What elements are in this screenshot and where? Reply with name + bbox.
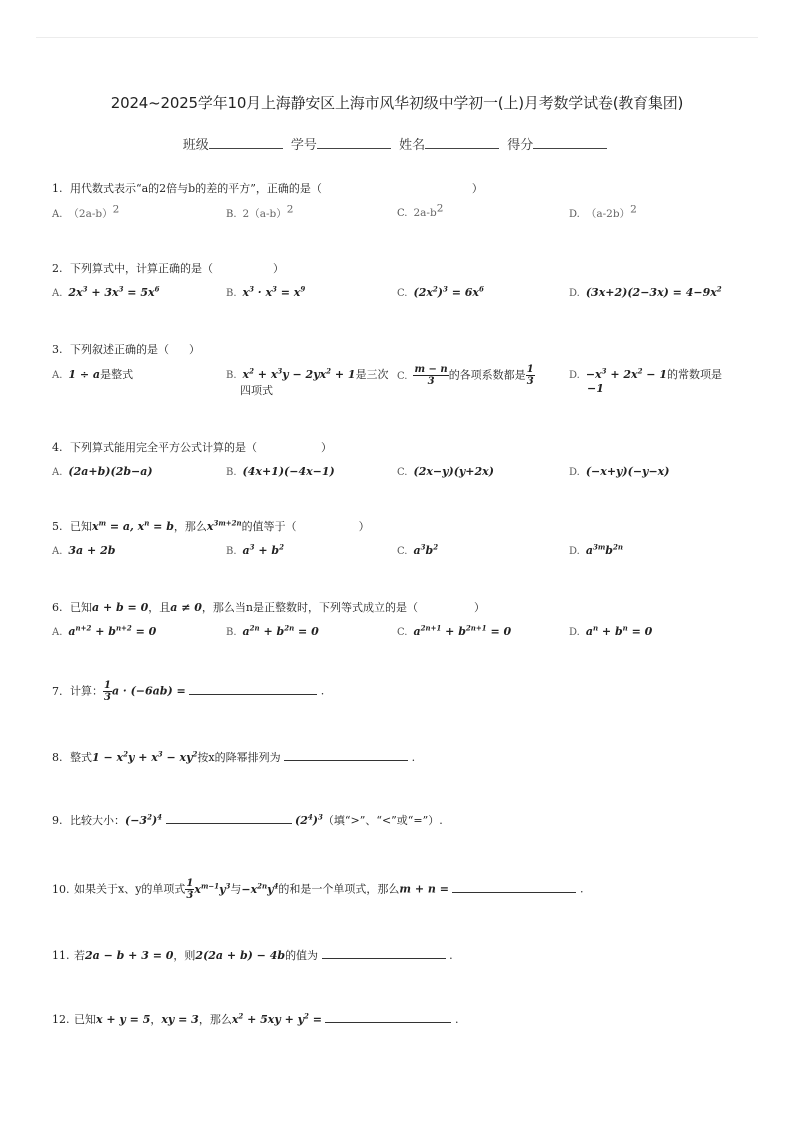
question-4: 4. 下列算式能用完全平方公式计算的是（ ） [52,441,332,454]
score-label: 得分 [507,138,534,153]
option-c[interactable]: C. (2x−y)(y+2x) [397,465,494,478]
answer-blank[interactable] [325,1012,451,1023]
question-3: 3. 下列叙述正确的是（ ） [52,343,200,356]
question-10: 10. 如果关于x、y的单项式 $\frac{1}{3}$ $x^{m-1}y^3$与$-x^{2n}y^4$的和是一个单项式，那么m + n = . [52,878,584,901]
option-a[interactable]: A. $2x^3 + 3x^3 = 5x^6$ [52,284,160,299]
answer-blank[interactable] [284,750,408,761]
option-d[interactable]: D. $(a-2b)^2$ [569,203,637,220]
option-b[interactable]: B. $x^3 \cdot x^3 = x^9$ [226,284,306,299]
option-d[interactable]: D. $a^{3m}b^{2n}$ [569,542,623,557]
answer-blank[interactable] [452,882,576,893]
option-c[interactable]: C. $a^3b^2$ [397,542,439,557]
option-b[interactable]: B. $a^{2n} + b^{2n} = 0$ [226,623,319,638]
option-c[interactable]: C. $(2x^2)^3 = 6x^6$ [397,284,484,299]
option-a[interactable]: A. 3a + 2b [52,544,116,557]
name-blank[interactable] [425,137,499,149]
answer-blank[interactable] [322,948,446,959]
option-d[interactable]: D. $a^n + b^n = 0$ [569,623,653,638]
question-6: 6. 已知a + b = 0，且a ≠ 0，那么当n是正整数时，下列等式成立的是（ ） [52,601,485,614]
name-label: 姓名 [399,138,426,153]
option-a[interactable]: A. $(2a-b)^2$ [52,203,120,220]
option-d[interactable]: D. $-x^3 + 2x^2 - 1$的常数项是 −1 [569,366,722,395]
top-divider [36,37,758,38]
option-c[interactable]: C. $2a-b^2$ [397,202,444,219]
question-text: 用代数式表示“a的2倍与b的差的平方”，正确的是（ [70,182,322,195]
option-b[interactable]: B. $x^2 + x^3y - 2yx^2 + 1$是三次 四项式 [226,366,389,397]
question-1: 1. 用代数式表示“a的2倍与b的差的平方”，正确的是（ ） [52,182,483,195]
option-b[interactable]: B. (4x+1)(−4x−1) [226,465,335,478]
option-a[interactable]: A. 1 ÷ a是整式 [52,368,134,381]
question-5: 5. 已知$x^m = a$, $x^n = b$，那么$x^{3m+2n}$的值等于（ ） [52,518,370,533]
option-b[interactable]: B. $2(a-b)^2$ [226,203,294,220]
option-d[interactable]: D. (−x+y)(−y−x) [569,465,670,478]
option-a[interactable]: A. (2a+b)(2b−a) [52,465,153,478]
option-a[interactable]: A. $a^{n+2} + b^{n+2} = 0$ [52,623,157,638]
number-label: 学号 [290,138,317,153]
page-title: 2024~2025学年10月上海静安区上海市风华初级中学初一(上)月考数学试卷(教育集团) [110,94,684,112]
number-blank[interactable] [317,137,391,149]
question-2: 2. 下列算式中，计算正确的是（ ） [52,262,284,275]
question-9: 9. 比较大小：$(-3^2)^4$ $(2^4)^3$（填“>”、“<”或“=”）. [52,812,443,827]
question-7: 7. 计算： $\frac{1}{3}$ a · (−6ab) = . [52,680,325,703]
question-3-options [52,366,752,406]
option-d[interactable]: D. $(3x+2)(2-3x) = 4-9x^2$ [569,284,722,299]
option-c[interactable]: C. $a^{2n+1} + b^{2n+1} = 0$ [397,623,512,638]
answer-blank[interactable] [166,813,292,824]
score-blank[interactable] [533,137,607,149]
class-blank[interactable] [209,137,283,149]
option-c[interactable]: C. $\frac{m - n}{3}$ 的各项系数都是 $\frac{1}{3}$ [397,364,534,387]
student-info-row [0,134,794,153]
question-11: 11. 若2a − b + 3 = 0，则2(2a + b) − 4b的值为 . [52,949,453,962]
class-label: 班级 [182,138,209,153]
question-12: 12. 已知x + y = 5，xy = 3，那么$x^2 + 5xy + y^2$ = . [52,1011,459,1026]
question-8: 8. 整式$1 - x^2y + x^3 - xy^2$按x的降幂排列为 . [52,749,416,764]
option-b[interactable]: B. $a^3 + b^2$ [226,542,284,557]
answer-blank[interactable] [189,684,317,695]
